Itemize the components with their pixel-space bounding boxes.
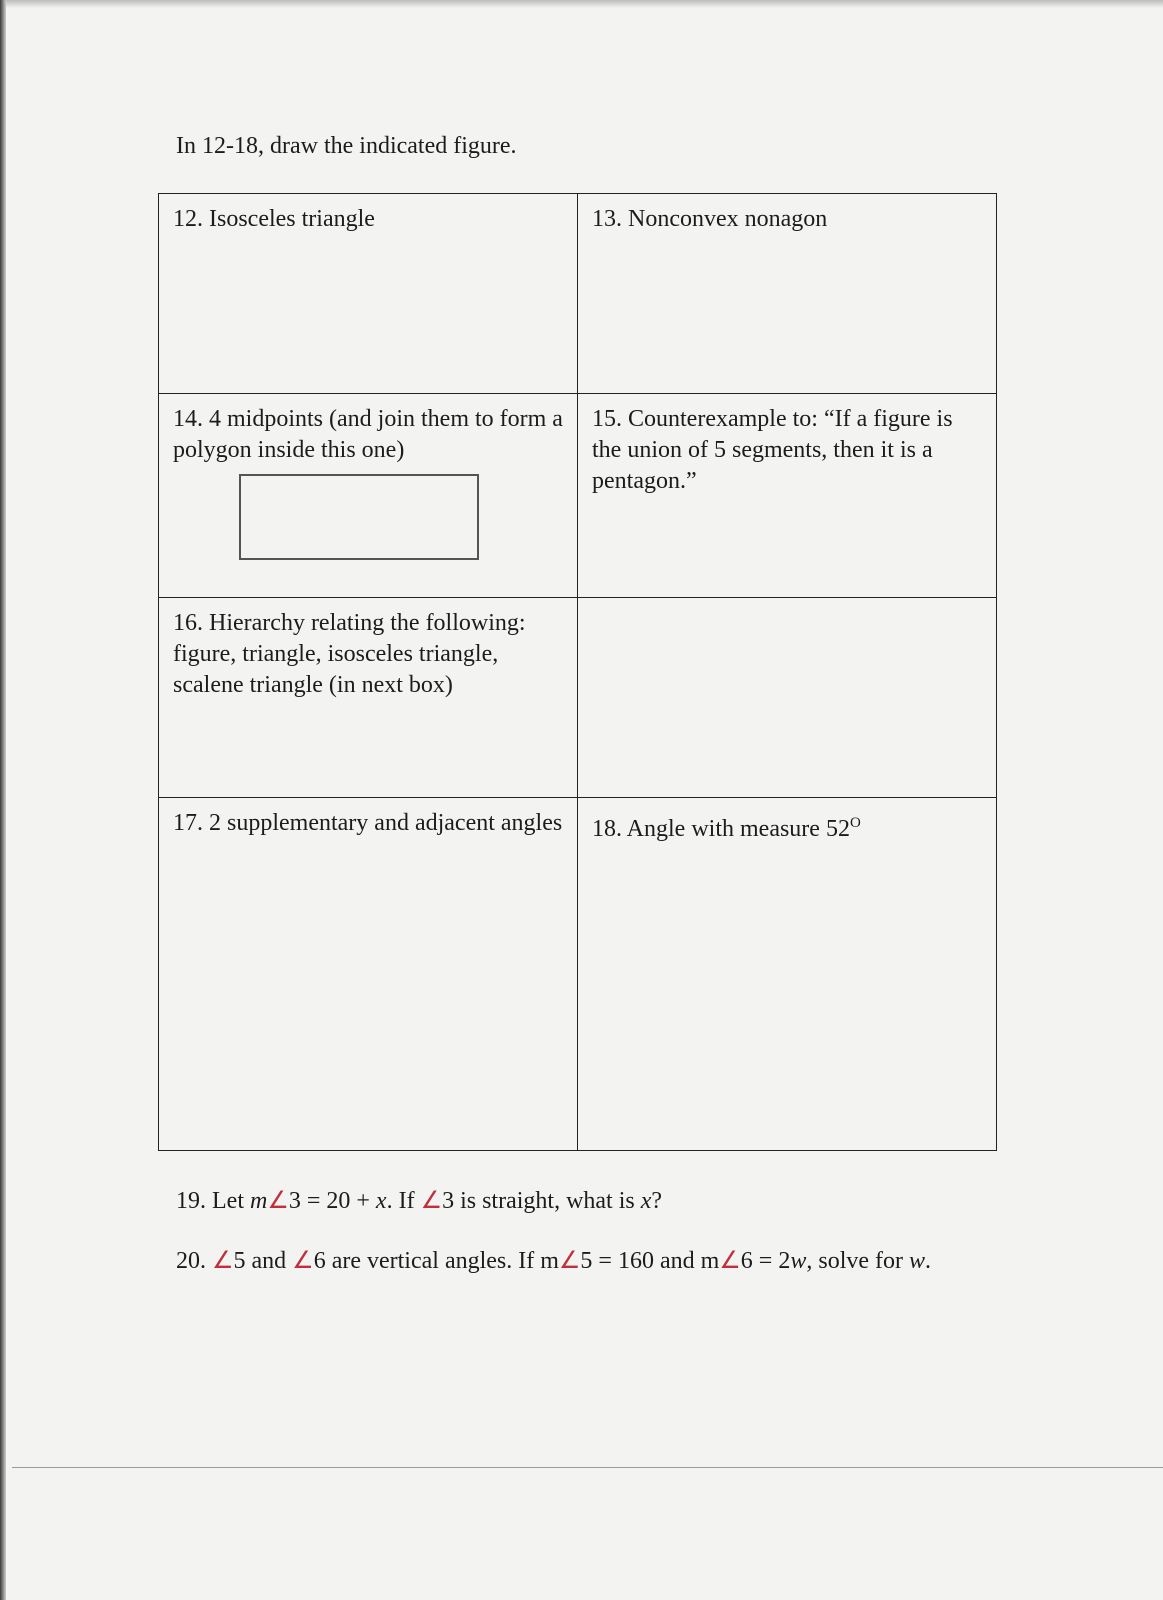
q20-text: 5 and (233, 1248, 293, 1274)
cell-12 (159, 194, 578, 394)
q20-w: w (790, 1248, 807, 1274)
cell-15 (578, 394, 997, 598)
cell-label: 17. 2 supplementary and adjacent angles (173, 810, 563, 836)
angle-icon: ∠ (267, 1188, 289, 1214)
drawing-grid (158, 193, 997, 1151)
degree-superscript: O (849, 815, 861, 831)
question-19 (176, 1186, 662, 1215)
q19-text: 3 is straight, what is (442, 1188, 641, 1214)
cell-16-continued (578, 598, 997, 798)
q20-text: 6 are vertical angles. If m (313, 1248, 559, 1274)
cell-17 (159, 798, 578, 1150)
instructions: In 12-18, draw the indicated figure. (176, 133, 517, 159)
q19-text: ? (651, 1188, 663, 1214)
q19-text: . If (386, 1188, 421, 1214)
cell-16 (159, 598, 578, 798)
scan-left-edge (0, 0, 6, 1600)
cell-18 (578, 798, 997, 1150)
angle-icon: ∠ (558, 1248, 581, 1274)
cell-14 (159, 394, 578, 598)
scan-top-edge (0, 0, 1163, 8)
page-rule (12, 1467, 1163, 1468)
q20-text: . (925, 1248, 932, 1274)
q20-text: , solve for (806, 1248, 910, 1274)
q20-text: 5 = 160 and m (580, 1248, 720, 1274)
angle-icon: ∠ (292, 1248, 314, 1274)
q20-w: w (909, 1248, 926, 1274)
angle-icon: ∠ (212, 1248, 234, 1274)
angle-icon: ∠ (420, 1188, 443, 1214)
cell-label: 13. Nonconvex nonagon (592, 206, 828, 232)
question-20 (176, 1246, 931, 1275)
q20-text: 20. (176, 1248, 212, 1274)
cell-label: 15. Counterexample to: “If a figure is the union of 5 segments, then it is a pentagon.” (592, 406, 953, 494)
q19-text: 19. Let (176, 1188, 250, 1214)
cell-label: 14. 4 midpoints (and join them to form a polygon inside this one) (173, 406, 563, 463)
cell-label: 16. Hierarchy relating the following: figure, triangle, isosceles triangle, scalene triangle (in next box) (173, 610, 526, 698)
q19-x: x (375, 1188, 387, 1214)
angle-icon: ∠ (719, 1248, 741, 1274)
q19-text: 3 = 20 + (288, 1188, 376, 1214)
q19-x: x (640, 1188, 652, 1214)
cell-label: 18. Angle with measure 52 (592, 816, 850, 842)
cell-label: 12. Isosceles triangle (173, 206, 375, 232)
q19-m: m (249, 1188, 268, 1214)
rectangle-figure (239, 474, 479, 560)
cell-13 (578, 194, 997, 394)
q20-text: 6 = 2 (740, 1248, 791, 1274)
